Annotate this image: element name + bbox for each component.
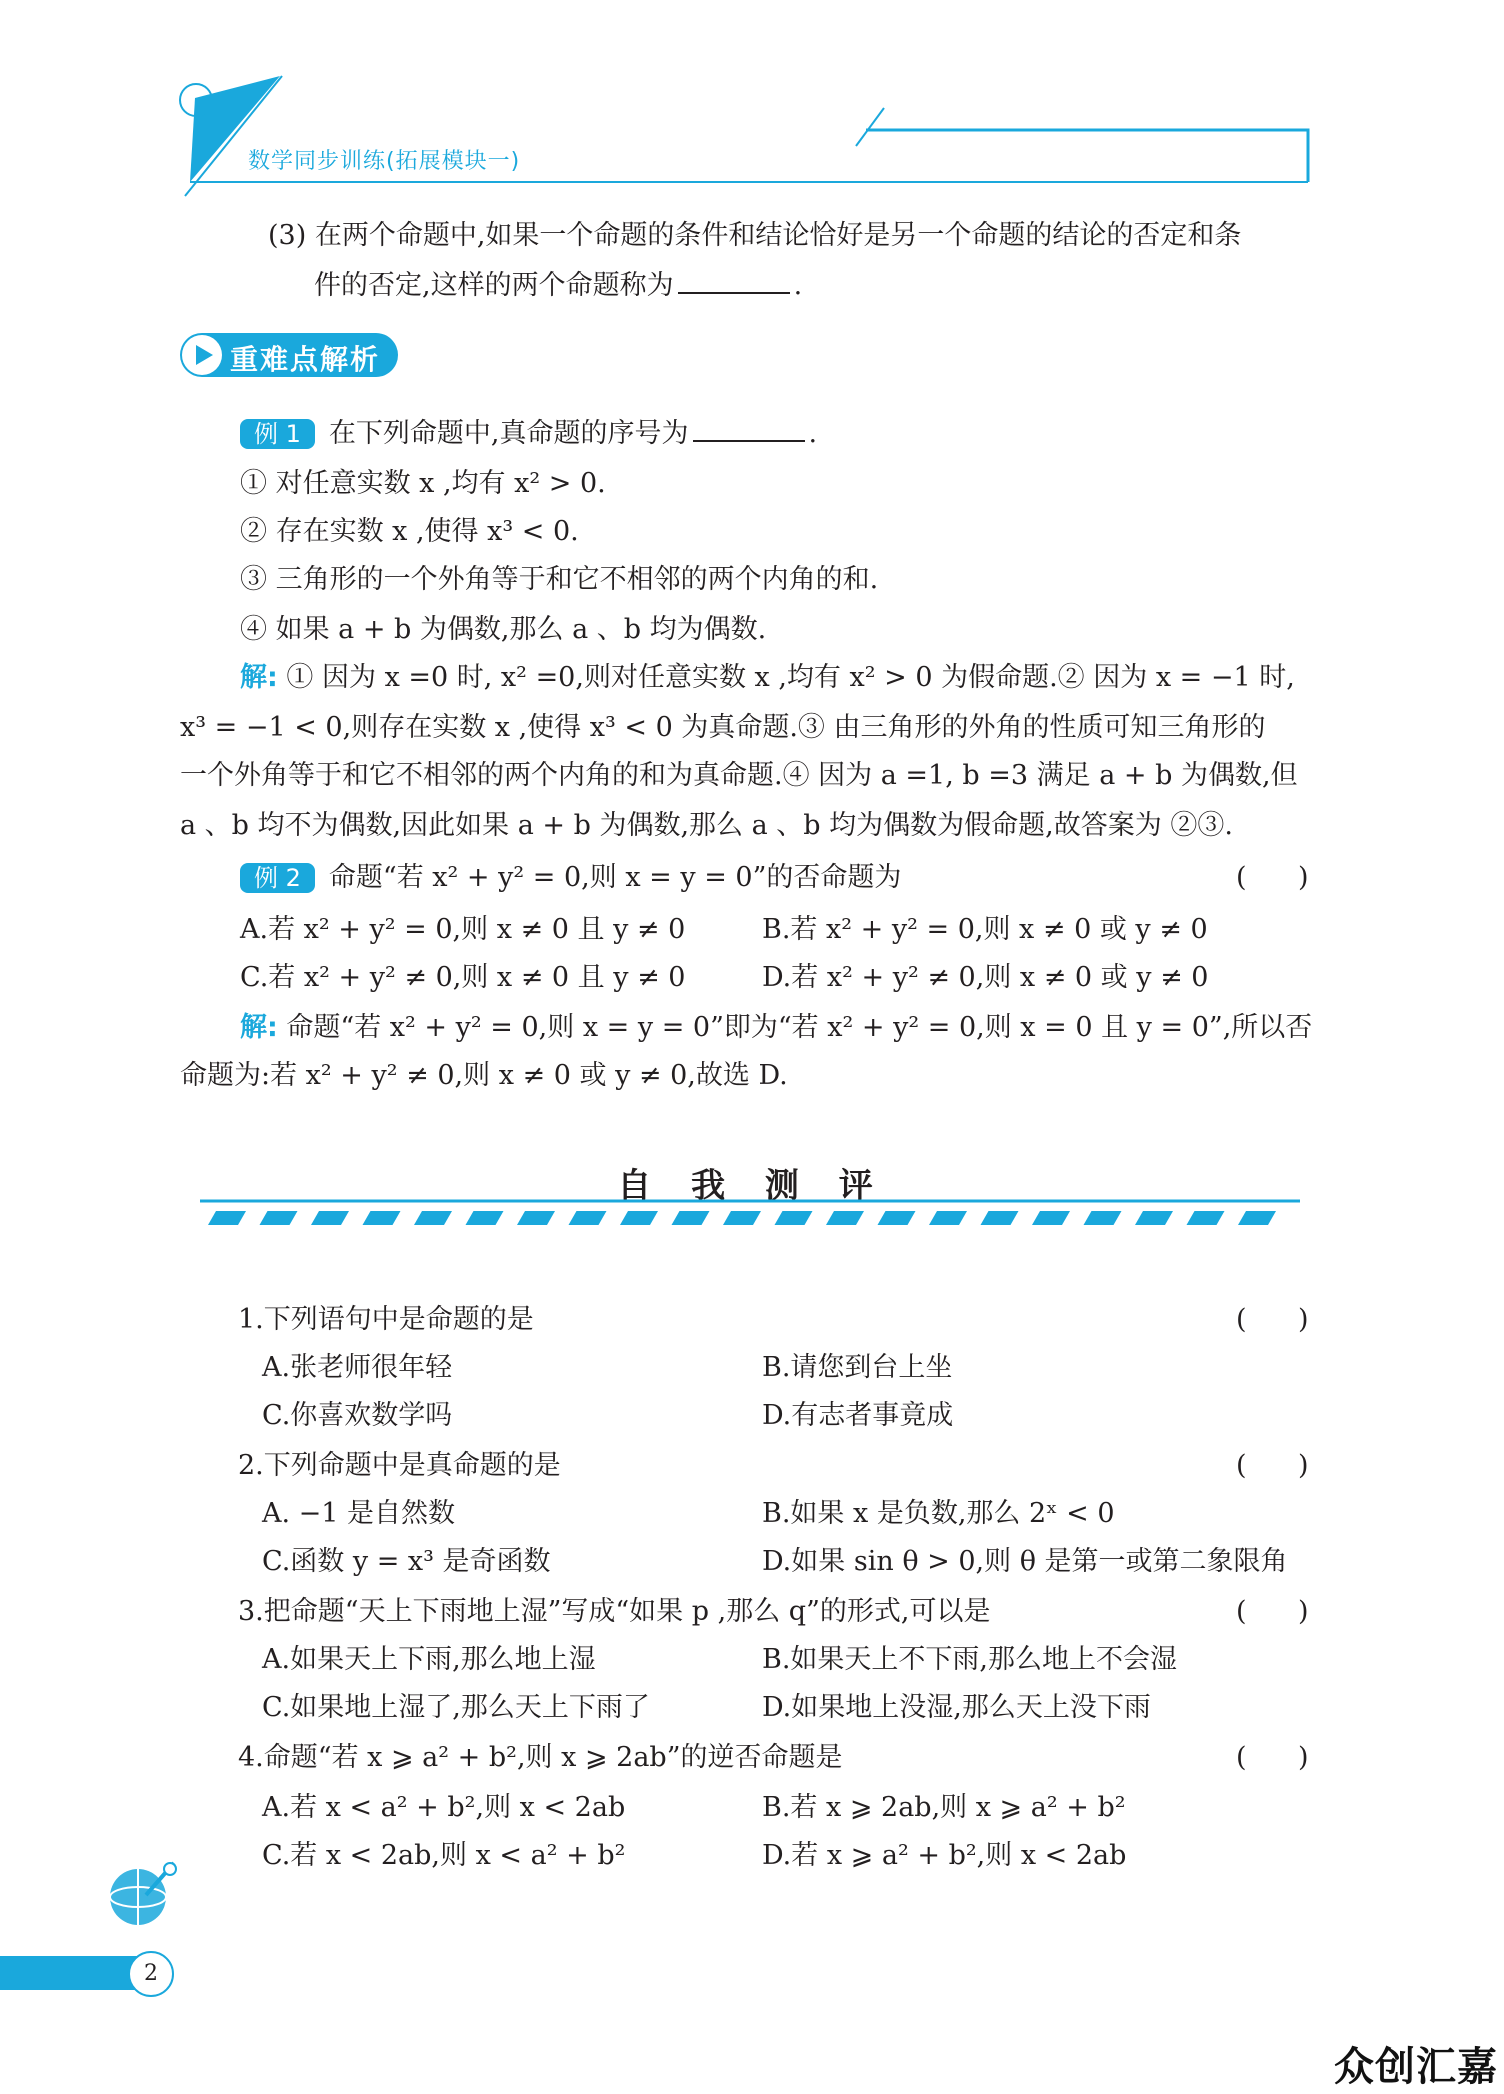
question-option: D.有志者事竟成	[762, 1400, 954, 1431]
question-option: B.如果天上不下雨,那么地上不会湿	[762, 1644, 1178, 1675]
divider-dash	[363, 1211, 401, 1225]
example1-prompt-text: 在下列命题中,真命题的序号为	[328, 418, 689, 449]
page-number: 2	[128, 1951, 174, 1997]
divider-dash	[929, 1211, 967, 1225]
answer-paren: ( )	[1236, 1450, 1309, 1481]
divider-dash	[775, 1211, 813, 1225]
divider-dash	[878, 1211, 916, 1225]
divider-dash	[311, 1211, 349, 1225]
question-option: A.若 x < a² + b²,则 x < 2ab	[262, 1792, 626, 1823]
example2-solution-text: 命题“若 x² + y² = 0,则 x = y = 0”即为“若 x² + y² = 0,则 x = 0 且 y = 0”,所以否	[286, 1012, 1313, 1043]
answer-blank	[693, 414, 805, 442]
section-badge	[180, 333, 398, 377]
header-title: 数学同步训练(拓展模块一)	[248, 149, 521, 174]
divider-dash	[1238, 1211, 1276, 1225]
divider-dash	[1084, 1211, 1122, 1225]
divider-dash	[1032, 1211, 1070, 1225]
example1-solution-line: 一个外角等于和它不相邻的两个内角的和为真命题.④ 因为 a =1, b =3 满足 a + b 为偶数,但	[180, 760, 1298, 791]
divider-dash	[1135, 1211, 1173, 1225]
divider-dash	[569, 1211, 607, 1225]
solution-label: 解:	[240, 662, 278, 693]
answer-paren: ( )	[1236, 862, 1309, 893]
question-stem: 1.下列语句中是命题的是	[238, 1304, 534, 1335]
example1-prompt	[240, 414, 817, 452]
question-option: A. −1 是自然数	[262, 1498, 456, 1529]
example1-item: ② 存在实数 x ,使得 x³ < 0.	[240, 516, 579, 547]
intro-line-2	[314, 266, 802, 304]
example1-item: ③ 三角形的一个外角等于和它不相邻的两个内角的和.	[240, 564, 879, 595]
divider-dash	[672, 1211, 710, 1225]
example1-solution-line	[240, 660, 1295, 696]
divider-dash	[723, 1211, 761, 1225]
solution-label: 解:	[240, 1012, 278, 1043]
question-option: C.若 x < 2ab,则 x < a² + b²	[262, 1840, 626, 1871]
intro-line-1: (3) 在两个命题中,如果一个命题的条件和结论恰好是另一个命题的结论的否定和条	[268, 220, 1242, 251]
section-badge-label: 重难点解析	[230, 343, 381, 376]
question-option: B.若 x ⩾ 2ab,则 x ⩾ a² + b²	[762, 1792, 1126, 1823]
divider-dash	[1187, 1211, 1225, 1225]
example1-tag: 例 1	[240, 419, 315, 449]
answer-paren: ( )	[1236, 1304, 1309, 1335]
example1-solution-text: ① 因为 x =0 时, x² =0,则对任意实数 x ,均有 x² > 0 为假命题.② 因为 x = −1 时,	[286, 662, 1295, 693]
header-decoration	[0, 0, 1504, 200]
intro-line-2-text: 件的否定,这样的两个命题称为	[314, 270, 674, 301]
divider-dash	[466, 1211, 504, 1225]
question-stem: 4.命题“若 x ⩾ a² + b²,则 x ⩾ 2ab”的逆否命题是	[238, 1742, 843, 1773]
intro-line-2-end: .	[793, 270, 803, 301]
example2-tag: 例 2	[240, 863, 315, 893]
question-option: D.若 x ⩾ a² + b²,则 x < 2ab	[762, 1840, 1127, 1871]
question-option: C.函数 y = x³ 是奇函数	[262, 1546, 551, 1577]
example2-option-d: D.若 x² + y² ≠ 0,则 x ≠ 0 或 y ≠ 0	[762, 962, 1209, 993]
divider-dash	[414, 1211, 452, 1225]
divider-dash	[826, 1211, 864, 1225]
example2-prompt-text: 命题“若 x² + y² = 0,则 x = y = 0”的否命题为	[328, 862, 902, 893]
question-stem: 2.下列命题中是真命题的是	[238, 1450, 561, 1481]
self-test-title: 自 我 测 评	[617, 1166, 887, 1206]
globe-icon	[100, 1855, 190, 1935]
divider-dash	[981, 1211, 1019, 1225]
question-option: B.如果 x 是负数,那么 2ˣ < 0	[762, 1498, 1115, 1529]
example2-solution-line	[240, 1010, 1312, 1046]
play-icon	[182, 335, 222, 375]
question-option: D.如果地上没湿,那么天上没下雨	[762, 1692, 1151, 1723]
divider-dash	[260, 1211, 298, 1225]
question-option: C.如果地上湿了,那么天上下雨了	[262, 1692, 650, 1723]
example1-prompt-end: .	[808, 418, 818, 449]
answer-paren: ( )	[1236, 1596, 1309, 1627]
question-option: A.张老师很年轻	[262, 1352, 453, 1383]
example2-prompt	[240, 860, 901, 896]
answer-blank	[678, 266, 790, 294]
question-option: D.如果 sin θ > 0,则 θ 是第一或第二象限角	[762, 1546, 1288, 1577]
question-option: B.请您到台上坐	[762, 1352, 953, 1383]
example1-item: ① 对任意实数 x ,均有 x² > 0.	[240, 468, 606, 499]
example1-solution-line: x³ = −1 < 0,则存在实数 x ,使得 x³ < 0 为真命题.③ 由三角形的外角的性质可知三角形的	[180, 712, 1266, 743]
watermark-text: 众创汇嘉	[1334, 2044, 1498, 2090]
divider-dash	[620, 1211, 658, 1225]
answer-paren: ( )	[1236, 1742, 1309, 1773]
example1-solution-line: a 、b 均不为偶数,因此如果 a + b 为偶数,那么 a 、b 均为偶数为假命题,故答案为 ②③.	[180, 810, 1233, 841]
example2-option-b: B.若 x² + y² = 0,则 x ≠ 0 或 y ≠ 0	[762, 914, 1208, 945]
question-option: A.如果天上下雨,那么地上湿	[262, 1644, 596, 1675]
divider-dash	[517, 1211, 555, 1225]
example2-option-c: C.若 x² + y² ≠ 0,则 x ≠ 0 且 y ≠ 0	[240, 962, 686, 993]
self-test-divider	[0, 1195, 1504, 1235]
example2-solution-line: 命题为:若 x² + y² ≠ 0,则 x ≠ 0 或 y ≠ 0,故选 D.	[180, 1060, 788, 1091]
example2-option-a: A.若 x² + y² = 0,则 x ≠ 0 且 y ≠ 0	[240, 914, 686, 945]
question-option: C.你喜欢数学吗	[262, 1400, 453, 1431]
question-stem: 3.把命题“天上下雨地上湿”写成“如果 p ,那么 q”的形式,可以是	[238, 1596, 991, 1627]
example1-item: ④ 如果 a + b 为偶数,那么 a 、b 均为偶数.	[240, 614, 767, 645]
divider-dash	[208, 1211, 246, 1225]
